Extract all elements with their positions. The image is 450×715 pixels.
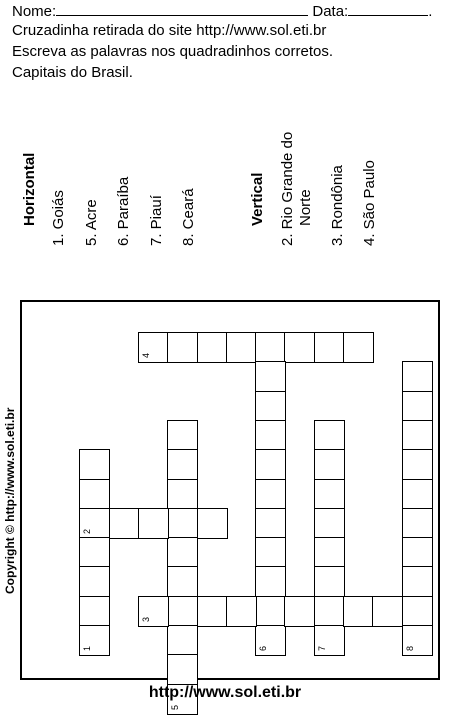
grid-cell[interactable] bbox=[372, 596, 403, 627]
clue-h-1: 1. Goiás bbox=[50, 190, 67, 246]
data-blank[interactable] bbox=[348, 1, 428, 16]
grid-cell[interactable] bbox=[402, 566, 433, 597]
horizontal-heading: Horizontal bbox=[21, 152, 38, 226]
grid-cell[interactable] bbox=[402, 508, 433, 539]
grid-number-6: 6 bbox=[258, 645, 268, 651]
grid-cell[interactable] bbox=[79, 449, 110, 480]
grid-cell[interactable] bbox=[138, 508, 169, 539]
grid-cell[interactable] bbox=[314, 479, 345, 510]
grid-number-4: 4 bbox=[141, 352, 151, 358]
grid-cell[interactable] bbox=[402, 596, 433, 627]
grid-cell[interactable] bbox=[197, 332, 228, 363]
grid-cell[interactable] bbox=[138, 596, 169, 627]
grid-cell[interactable] bbox=[255, 420, 286, 451]
grid-cell[interactable] bbox=[314, 508, 345, 539]
grid-number-2: 2 bbox=[82, 528, 92, 534]
grid-cell[interactable] bbox=[402, 361, 433, 392]
nome-label: Nome: bbox=[12, 3, 57, 20]
grid-number-7: 7 bbox=[317, 645, 327, 651]
grid-cell[interactable] bbox=[79, 625, 110, 656]
grid-cell[interactable] bbox=[167, 420, 198, 451]
grid-cell[interactable] bbox=[167, 508, 198, 539]
grid-cell[interactable] bbox=[255, 625, 286, 656]
clue-h-5: 5. Acre bbox=[83, 199, 100, 246]
grid-cell[interactable] bbox=[314, 596, 345, 627]
clue-h-7: 7. Piauí bbox=[148, 195, 165, 246]
grid-cell[interactable] bbox=[138, 332, 169, 363]
clue-v-3: 3. Rondônia bbox=[329, 165, 346, 246]
grid-cell[interactable] bbox=[167, 332, 198, 363]
grid-cell[interactable] bbox=[314, 449, 345, 480]
header-source-line: Cruzadinha retirada do site http://www.sol.eti.br bbox=[12, 22, 327, 39]
grid-cell[interactable] bbox=[255, 508, 286, 539]
grid-cell[interactable] bbox=[79, 566, 110, 597]
grid-cell[interactable] bbox=[402, 479, 433, 510]
grid-cell[interactable] bbox=[402, 537, 433, 568]
grid-number-1: 1 bbox=[82, 645, 92, 651]
grid-cell[interactable] bbox=[255, 449, 286, 480]
grid-cell[interactable] bbox=[79, 537, 110, 568]
header-topic: Capitais do Brasil. bbox=[12, 64, 133, 81]
grid-cell[interactable] bbox=[314, 566, 345, 597]
grid-cell[interactable] bbox=[167, 479, 198, 510]
grid-number-8: 8 bbox=[405, 645, 415, 651]
grid-cell[interactable] bbox=[255, 361, 286, 392]
clue-v-2: 2. Rio Grande do bbox=[279, 131, 296, 246]
grid-cell[interactable] bbox=[167, 625, 198, 656]
grid-cell[interactable] bbox=[284, 332, 315, 363]
grid-cell[interactable] bbox=[284, 596, 315, 627]
grid-cell[interactable] bbox=[109, 508, 140, 539]
nome-blank[interactable] bbox=[56, 1, 308, 16]
grid-cell[interactable] bbox=[314, 332, 345, 363]
grid-cell[interactable] bbox=[255, 479, 286, 510]
grid-cell[interactable] bbox=[167, 449, 198, 480]
grid-cell[interactable] bbox=[255, 332, 286, 363]
grid-cell[interactable] bbox=[343, 332, 374, 363]
grid-cell[interactable] bbox=[226, 332, 257, 363]
vertical-heading: Vertical bbox=[249, 172, 266, 226]
footer-url[interactable]: http://www.sol.eti.br bbox=[148, 684, 302, 701]
grid-cell[interactable] bbox=[255, 566, 286, 597]
header-line-nome: Nome: Data: . bbox=[12, 3, 433, 20]
grid-cell[interactable] bbox=[79, 508, 110, 539]
grid-cell[interactable] bbox=[402, 391, 433, 422]
grid-cell[interactable] bbox=[314, 420, 345, 451]
grid-cell[interactable] bbox=[167, 566, 198, 597]
grid-cell[interactable] bbox=[255, 537, 286, 568]
grid-cell[interactable] bbox=[343, 596, 374, 627]
grid-cell[interactable] bbox=[226, 596, 257, 627]
grid-number-3: 3 bbox=[141, 616, 151, 622]
grid-cell[interactable] bbox=[167, 537, 198, 568]
header-instruction: Escreva as palavras nos quadradinhos corretos. bbox=[12, 43, 334, 60]
grid-cell[interactable] bbox=[255, 596, 286, 627]
clue-h-6: 6. Paraíba bbox=[115, 176, 132, 246]
grid-cell[interactable] bbox=[314, 625, 345, 656]
grid-cell[interactable] bbox=[197, 596, 228, 627]
clue-v-2-cont: Norte bbox=[297, 189, 314, 226]
data-label: Data: bbox=[312, 3, 349, 20]
grid-cell[interactable] bbox=[402, 420, 433, 451]
grid-cell[interactable] bbox=[402, 449, 433, 480]
grid-cell[interactable] bbox=[167, 596, 198, 627]
grid-cell[interactable] bbox=[255, 391, 286, 422]
clue-v-4: 4. São Paulo bbox=[361, 160, 378, 246]
grid-number-5: 5 bbox=[170, 704, 180, 710]
copyright-vertical: Copyright © http://www.sol.eti.br bbox=[3, 407, 17, 594]
grid-cell[interactable] bbox=[79, 479, 110, 510]
clue-h-8: 8. Ceará bbox=[180, 188, 197, 246]
grid-cell[interactable] bbox=[167, 654, 198, 685]
grid-cell[interactable] bbox=[79, 596, 110, 627]
grid-cell[interactable] bbox=[402, 625, 433, 656]
grid-cell[interactable] bbox=[314, 537, 345, 568]
grid-cell[interactable] bbox=[197, 508, 228, 539]
